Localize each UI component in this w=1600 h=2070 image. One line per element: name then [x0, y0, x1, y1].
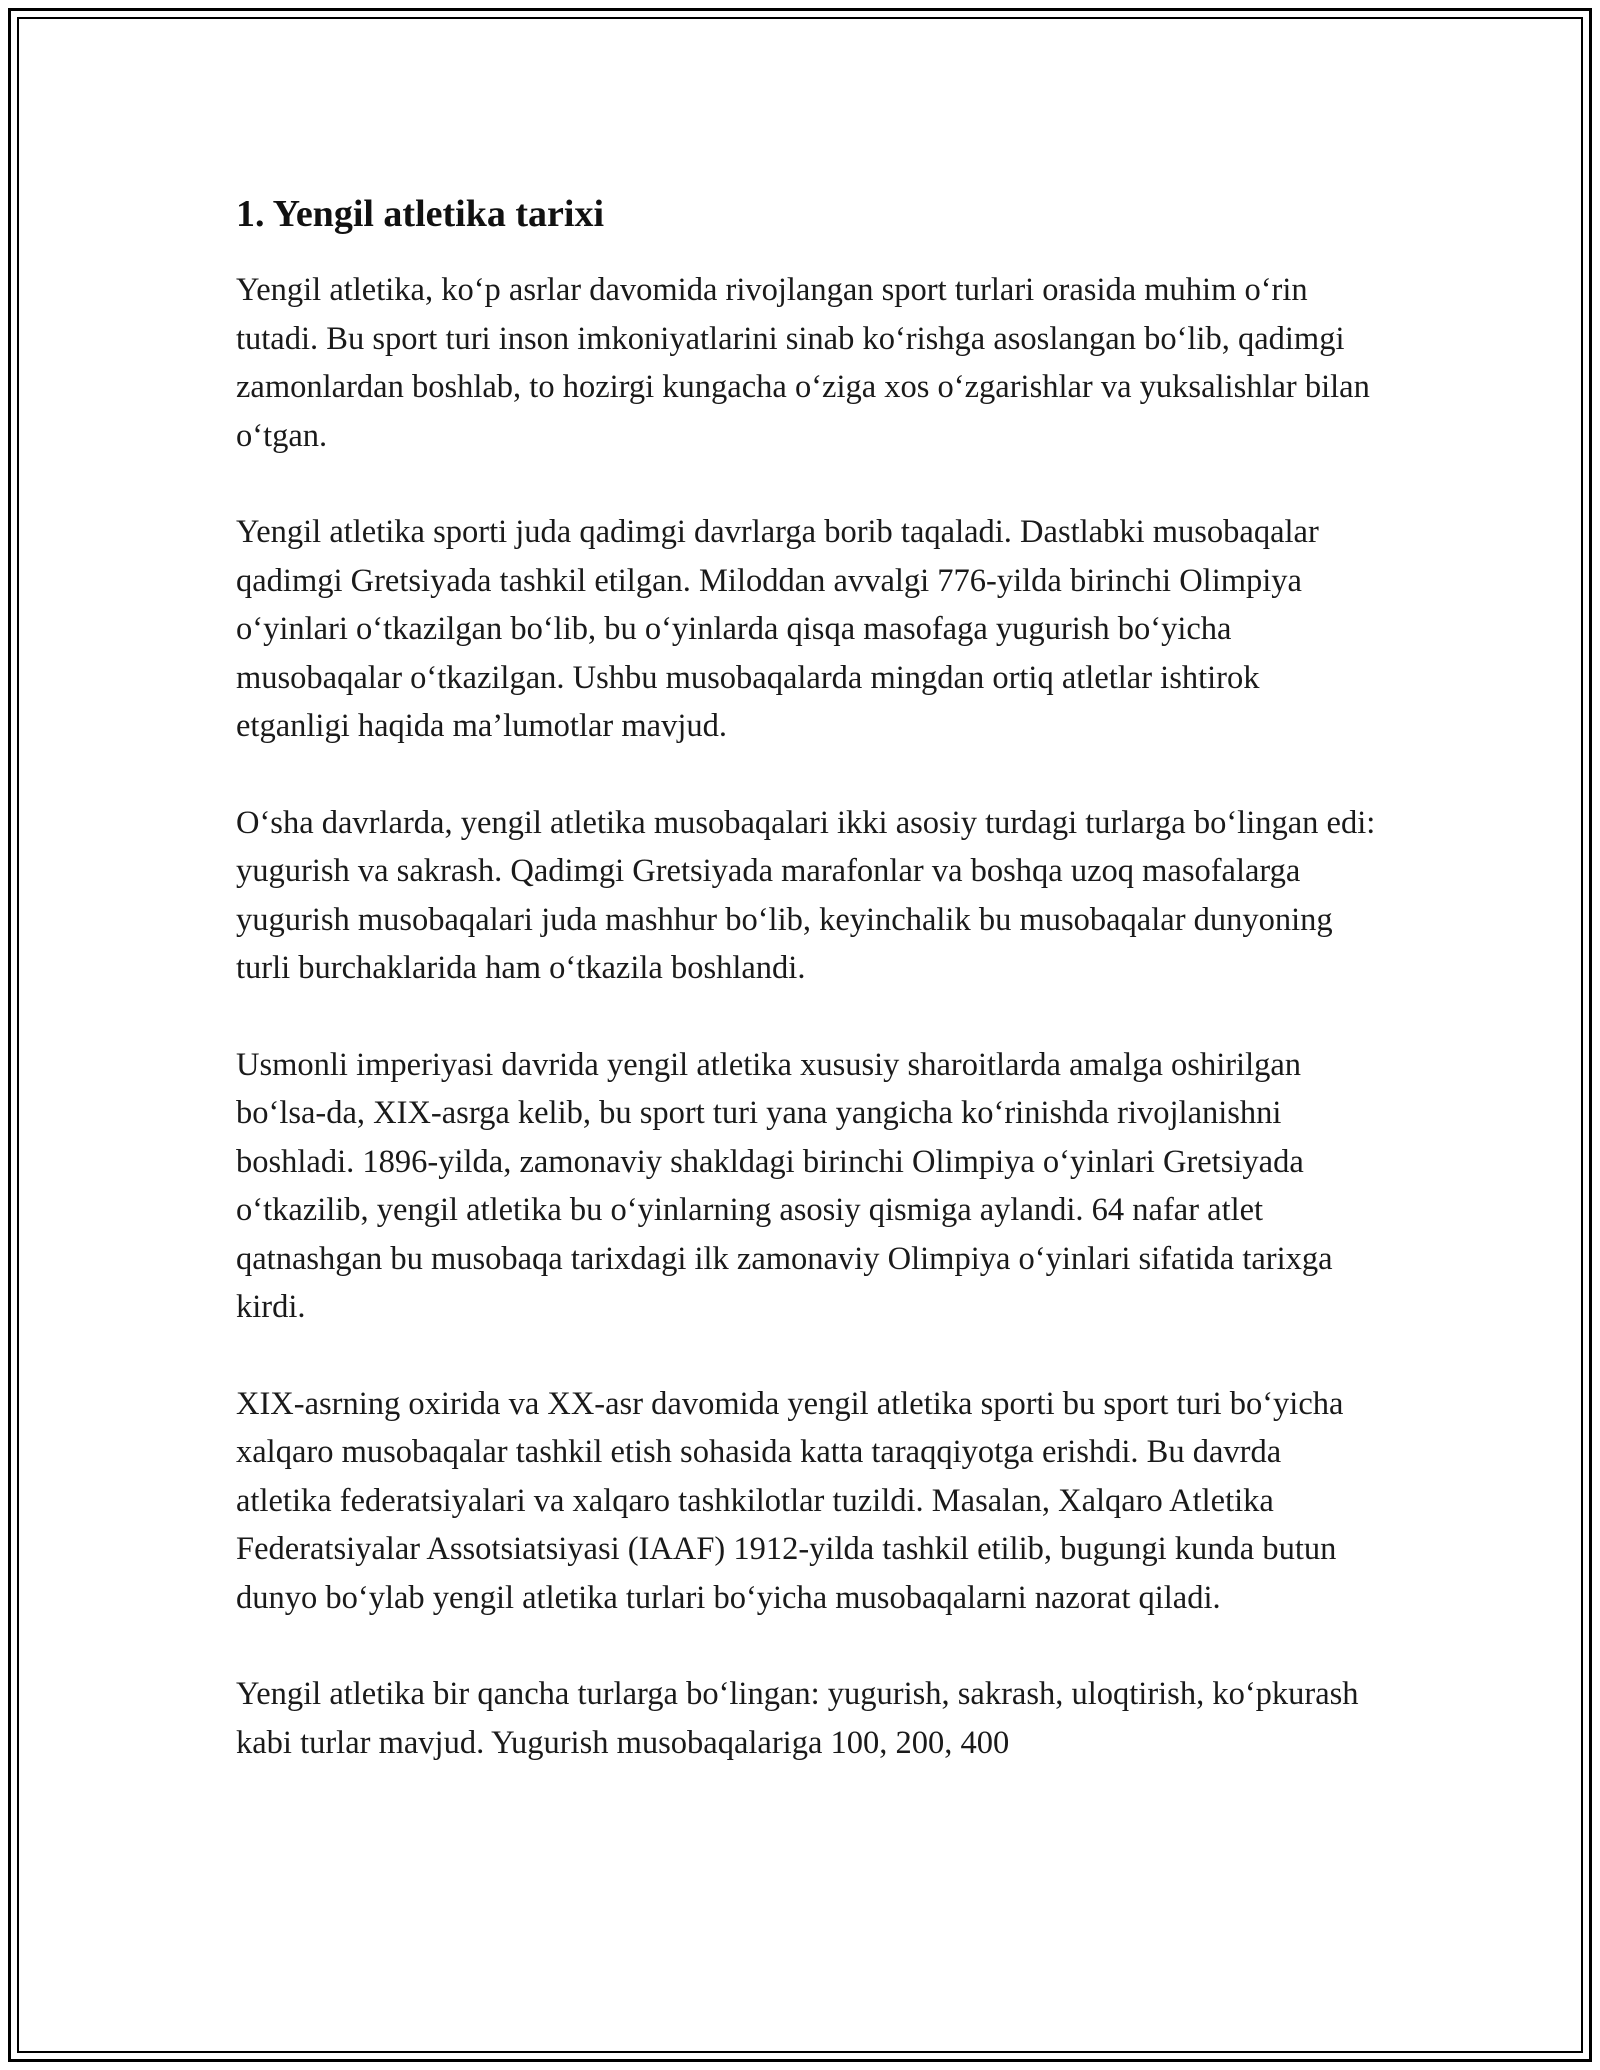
paragraph-1: Yengil atletika, ko‘p asrlar davomida rivojlangan sport turlari orasida muhim o‘rin tutadi. Bu sport turi inson imkoniyatlarini sinab ko‘rishga asoslangan bo‘lib, qadimgi zamonlardan boshlab, to hozirgi kungacha o‘ziga xos o‘zgarishlar va yuksalishlar bilan o‘tgan.: [236, 272, 1370, 454]
paragraph-6: Yengil atletika bir qancha turlarga bo‘lingan: yugurish, sakrash, uloqtirish, ko‘pkurash kabi turlar mavjud. Yugurish musobaqalariga 100, 200, 400: [236, 1676, 1359, 1761]
paragraph-5: XIX-asrning oxirida va XX-asr davomida yengil atletika sporti bu sport turi bo‘yicha xalqaro musobaqalar tashkil etish sohasida katta taraqqiyotga erishdi. Bu davrda atletika federatsiyalari va xalqaro tashkilotlar tuzildi. Masalan, Xalqaro Atletika Federatsiyalar Assotsiatsiyasi (IAAF) 1912-yilda tashkil etilib, bugungi kunda butun dunyo bo‘ylab yengil atletika turlari bo‘yicha musobaqalarni nazorat qiladi.: [236, 1385, 1344, 1616]
section-heading: 1. Yengil atletika tarixi: [236, 193, 604, 235]
paragraph-3: O‘sha davrlarda, yengil atletika musobaqalari ikki asosiy turdagi turlarga bo‘lingan edi: yugurish va sakrash. Qadimgi Gretsiyada marafonlar va boshqa uzoq masofalarga yugurish musobaqalari juda mashhur bo‘lib, keyinchalik bu musobaqalar dunyoning turli burchaklarida ham o‘tkazila boshlandi.: [236, 804, 1376, 986]
paragraph-4: Usmonli imperiyasi davrida yengil atletika xususiy sharoitlarda amalga oshirilgan bo‘lsa-da, XIX-asrga kelib, bu sport turi yana yangicha ko‘rinishda rivojlanishni boshladi. 1896-yilda, zamonaviy shakldagi birinchi Olimpiya o‘yinlari Gretsiyada o‘tkazilib, yengil atletika bu o‘yinlarning asosiy qismiga aylandi. 64 nafar atlet qatnashgan bu musobaqa tarixdagi ilk zamonaviy Olimpiya o‘yinlari sifatida tarixga kirdi.: [236, 1046, 1333, 1325]
document-page: [236, 190, 1376, 1815]
paragraph-2: Yengil atletika sporti juda qadimgi davrlarga borib taqaladi. Dastlabki musobaqalar qadimgi Gretsiyada tashkil etilgan. Miloddan avvalgi 776-yilda birinchi Olimpiya o‘yinlari o‘tkazilgan bo‘lib, bu o‘yinlarda qisqa masofaga yugurish bo‘yicha musobaqalar o‘tkazilgan. Ushbu musobaqalarda mingdan ortiq atletlar ishtirok etganligi haqida ma’lumotlar mavjud.: [236, 514, 1319, 744]
